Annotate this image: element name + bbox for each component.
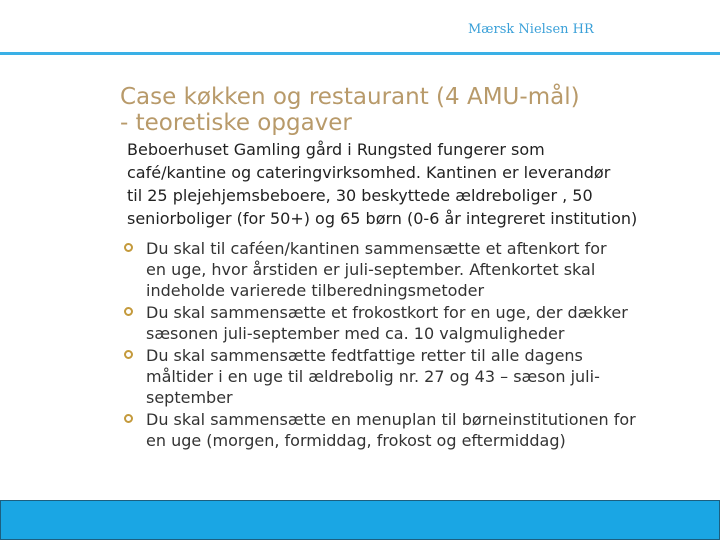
task-line: sæsonen juli-september med ca. 10 valgmuligheder [146,324,565,343]
ring-bullet-icon [124,350,133,359]
task-line: måltider i en uge til ældrebolig nr. 27 og 43 – sæson juli- [146,367,600,386]
task-line: Du skal til caféen/kantinen sammensætte et aftenkort for [146,239,607,258]
task-item [124,302,694,344]
intro-line: til 25 plejehjemsbeboere, 30 beskyttede ældreboliger , 50 [127,186,593,205]
task-item [124,409,694,451]
slide-subtitle-line: - teoretiske opgaver [120,110,352,136]
intro-line: Beboerhuset Gamling gård i Rungsted fungerer som [127,140,545,159]
ring-bullet-icon [124,307,133,316]
ring-bullet-icon [124,243,133,252]
intro-paragraph [127,138,687,230]
header-brand: Mærsk Nielsen HR [468,22,594,37]
slide-title-line: Case køkken og restaurant (4 AMU-mål) [120,84,580,110]
header-divider [0,52,720,55]
task-line: en uge (morgen, formiddag, frokost og eftermiddag) [146,431,566,450]
task-line: Du skal sammensætte et frokostkort for en uge, der dækker [146,303,628,322]
intro-line: café/kantine og cateringvirksomhed. Kantinen er leverandør [127,163,611,182]
task-item [124,345,694,408]
footer-bar [0,500,720,540]
task-line: indeholde varierede tilberedningsmetoder [146,281,485,300]
task-line: Du skal sammensætte en menuplan til børneinstitutionen for [146,410,636,429]
ring-bullet-icon [124,414,133,423]
task-line: september [146,388,233,407]
task-line: Du skal sammensætte fedtfattige retter til alle dagens [146,346,583,365]
task-line: en uge, hvor årstiden er juli-september. Aftenkortet skal [146,260,596,279]
task-item [124,238,694,301]
task-list [124,238,694,452]
intro-line: seniorboliger (for 50+) og 65 børn (0-6 år integreret institution) [127,209,638,228]
slide-title [120,84,680,136]
